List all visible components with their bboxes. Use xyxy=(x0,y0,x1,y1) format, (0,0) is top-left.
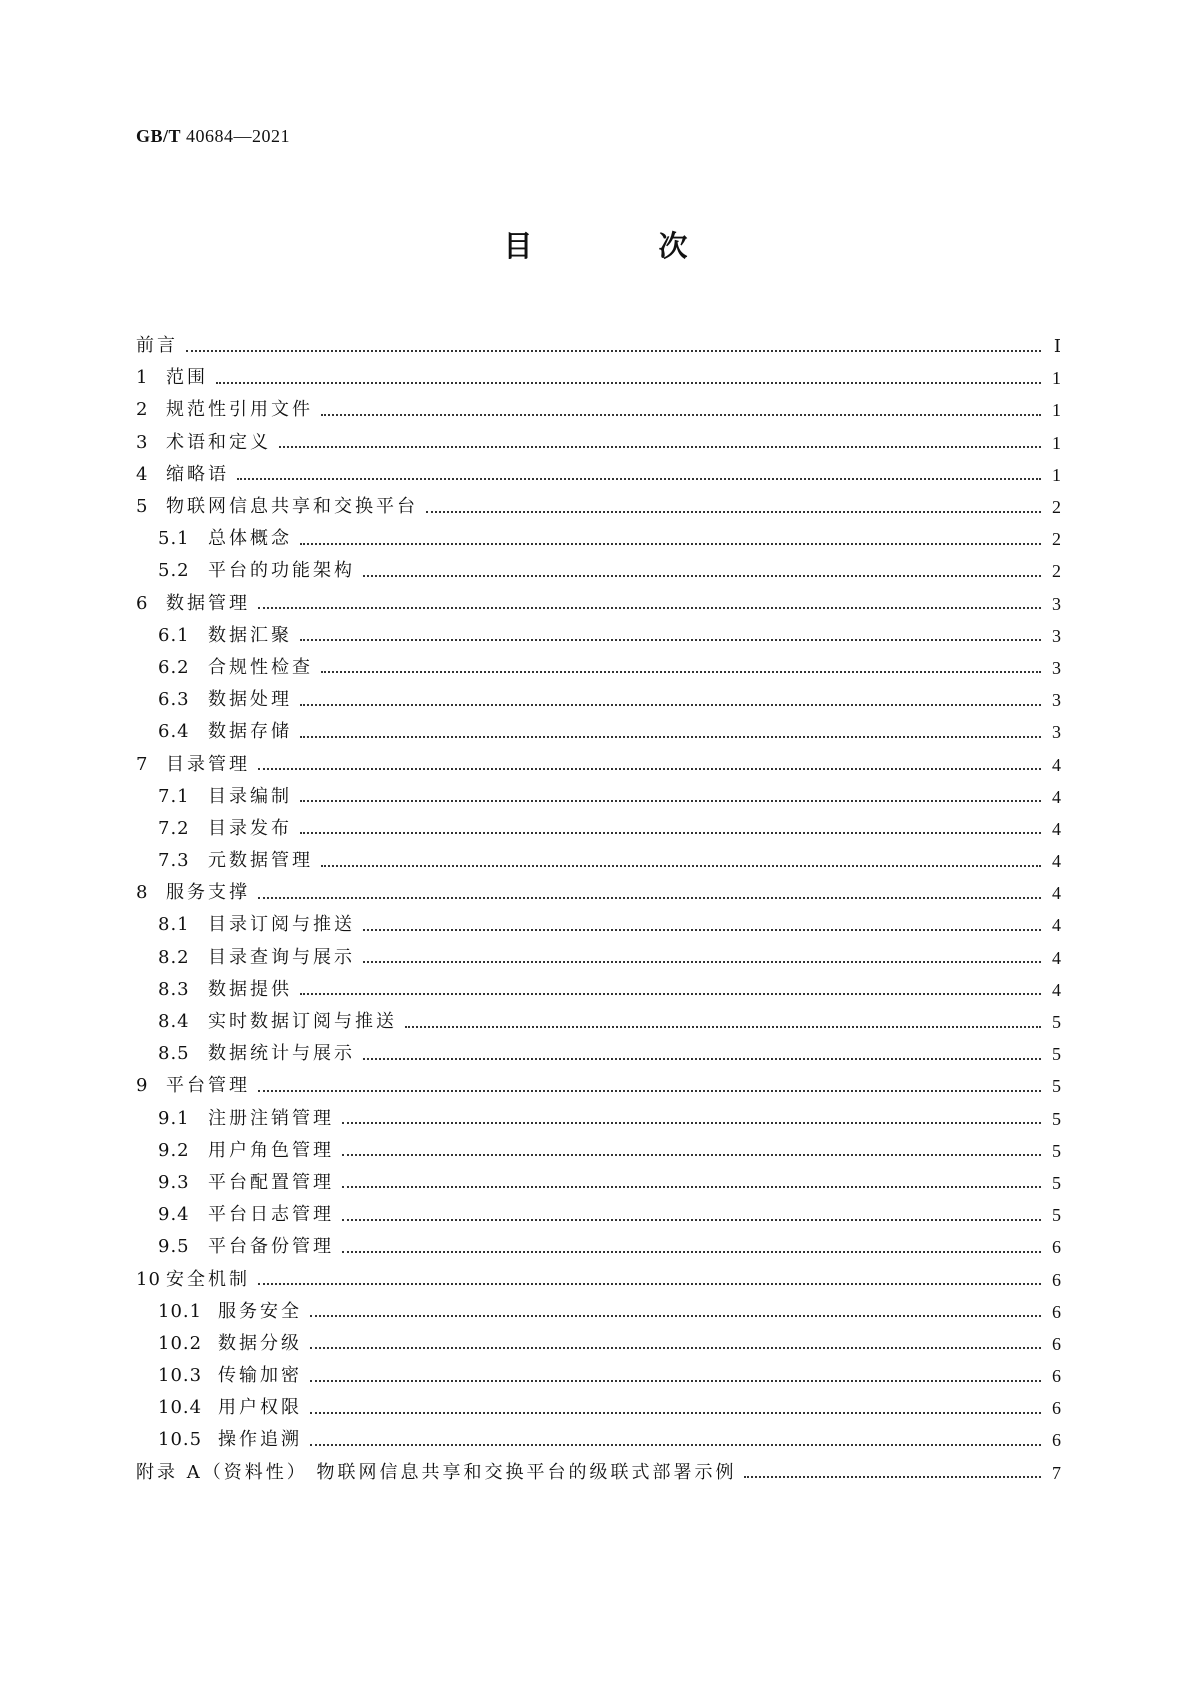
toc-entry-label: 数据统计与展示 xyxy=(208,1043,355,1065)
toc-dot-leader xyxy=(258,606,1041,609)
toc-entry-page: 3 xyxy=(1052,657,1061,678)
toc-entry-number: 7.3 xyxy=(158,850,190,872)
toc-entry-label: 附录 A（资料性） 物联网信息共享和交换平台的级联式部署示例 xyxy=(136,1461,737,1483)
toc-dot-leader xyxy=(310,1346,1041,1349)
toc-entry[interactable] xyxy=(136,877,1061,909)
toc-entry[interactable] xyxy=(136,427,1061,459)
toc-entry[interactable] xyxy=(136,1103,1061,1135)
toc-entry-number: 9.3 xyxy=(158,1171,190,1193)
toc-dot-leader xyxy=(300,703,1041,706)
toc-entry[interactable] xyxy=(136,1263,1061,1295)
toc-entry[interactable] xyxy=(136,620,1061,652)
toc-entry-number: 2 xyxy=(136,399,149,421)
page-title: 目 次 xyxy=(503,229,746,263)
toc-entry-number: 8.5 xyxy=(158,1043,190,1065)
toc-entry-page: 3 xyxy=(1052,625,1061,646)
toc-entry-page: 2 xyxy=(1052,561,1061,582)
toc-entry-label: 平台配置管理 xyxy=(208,1171,334,1193)
toc-dot-leader xyxy=(300,542,1041,545)
toc-entry-label: 服务支撑 xyxy=(166,882,250,904)
toc-entry-number: 10.3 xyxy=(158,1365,203,1387)
toc-entry-number: 9.4 xyxy=(158,1204,190,1226)
toc-entry[interactable] xyxy=(136,716,1061,748)
toc-entry-label: 规范性引用文件 xyxy=(166,399,313,421)
toc-dot-leader xyxy=(310,1411,1041,1414)
toc-dot-leader xyxy=(258,767,1041,770)
toc-entry[interactable] xyxy=(136,1457,1061,1489)
toc-entry-number: 9.5 xyxy=(158,1236,190,1258)
toc-dot-leader xyxy=(363,928,1041,931)
toc-entry-number: 6.1 xyxy=(158,624,190,646)
toc-entry-label: 数据分级 xyxy=(218,1332,302,1354)
toc-entry-label: 数据提供 xyxy=(208,978,292,1000)
standard-code xyxy=(136,126,290,147)
toc-entry-page: 5 xyxy=(1052,1012,1061,1033)
toc-dot-leader xyxy=(744,1475,1041,1478)
toc-entry-number: 8.4 xyxy=(158,1011,190,1033)
toc-dot-leader xyxy=(300,799,1041,802)
toc-entry-label: 数据汇聚 xyxy=(208,624,292,646)
toc-dot-leader xyxy=(300,831,1041,834)
toc-entry-page: 4 xyxy=(1052,915,1061,936)
toc-entry-number: 1 xyxy=(136,367,149,389)
toc-entry-number: 6.3 xyxy=(158,689,190,711)
toc-dot-leader xyxy=(279,445,1041,448)
toc-entry[interactable] xyxy=(136,459,1061,491)
toc-entry[interactable] xyxy=(136,1006,1061,1038)
toc-entry-page: 4 xyxy=(1052,818,1061,839)
toc-entry-page: 2 xyxy=(1052,497,1061,518)
toc-entry-page: 6 xyxy=(1052,1430,1061,1451)
toc-dot-leader xyxy=(258,1089,1041,1092)
toc-entry-label: 用户角色管理 xyxy=(208,1139,334,1161)
toc-entry-page: 4 xyxy=(1052,786,1061,807)
toc-dot-leader xyxy=(186,349,1041,352)
toc-entry-page: 5 xyxy=(1052,1108,1061,1129)
toc-entry-number: 7.1 xyxy=(158,785,190,807)
toc-entry-number: 3 xyxy=(136,431,149,453)
toc-entry-label: 操作追溯 xyxy=(218,1429,302,1451)
toc-entry[interactable] xyxy=(136,1135,1061,1167)
toc-entry-page: 6 xyxy=(1052,1333,1061,1354)
toc-dot-leader xyxy=(310,1379,1041,1382)
toc-entry-page: 6 xyxy=(1052,1398,1061,1419)
toc-entry-number: 4 xyxy=(136,463,149,485)
toc-dot-leader xyxy=(300,638,1041,641)
toc-dot-leader xyxy=(237,477,1041,480)
toc-entry-number: 10.1 xyxy=(158,1300,203,1322)
toc-entry-number: 9.1 xyxy=(158,1107,190,1129)
toc-entry-number: 10.5 xyxy=(158,1429,203,1451)
toc-entry-page: 6 xyxy=(1052,1269,1061,1290)
toc-entry-number: 8.2 xyxy=(158,946,190,968)
toc-entry-label: 安全机制 xyxy=(166,1268,250,1290)
toc-dot-leader xyxy=(321,864,1041,867)
toc-entry[interactable] xyxy=(136,845,1061,877)
toc-entry-number: 9 xyxy=(136,1075,149,1097)
toc-entry-number: 9.2 xyxy=(158,1139,190,1161)
toc-dot-leader xyxy=(310,1314,1041,1317)
table-of-contents xyxy=(136,330,1061,1489)
toc-dot-leader xyxy=(342,1250,1041,1253)
toc-dot-leader xyxy=(321,670,1041,673)
toc-entry[interactable] xyxy=(136,748,1061,780)
toc-dot-leader xyxy=(300,735,1041,738)
toc-entry-page: 4 xyxy=(1052,947,1061,968)
toc-entry-page: 4 xyxy=(1052,979,1061,1000)
toc-dot-leader xyxy=(321,413,1041,416)
toc-entry-number: 8 xyxy=(136,882,149,904)
toc-entry[interactable] xyxy=(136,1360,1061,1392)
toc-entry[interactable] xyxy=(136,362,1061,394)
toc-entry-page: 3 xyxy=(1052,593,1061,614)
toc-dot-leader xyxy=(405,1025,1041,1028)
toc-dot-leader xyxy=(363,1057,1041,1060)
toc-entry-page: 4 xyxy=(1052,754,1061,775)
toc-entry-number: 10.2 xyxy=(158,1332,203,1354)
toc-entry-label: 合规性检查 xyxy=(208,656,313,678)
toc-entry-page: 5 xyxy=(1052,1205,1061,1226)
toc-entry-label: 目录管理 xyxy=(166,753,250,775)
toc-entry[interactable] xyxy=(136,555,1061,587)
toc-dot-leader xyxy=(310,1443,1041,1446)
toc-entry[interactable] xyxy=(136,1167,1061,1199)
toc-entry-label: 术语和定义 xyxy=(166,431,271,453)
toc-entry-label: 缩略语 xyxy=(166,463,229,485)
toc-entry-page: 7 xyxy=(1052,1462,1061,1483)
toc-dot-leader xyxy=(363,574,1041,577)
toc-entry-label: 范围 xyxy=(166,367,208,389)
toc-entry-label: 数据处理 xyxy=(208,689,292,711)
toc-entry-page: 1 xyxy=(1052,432,1061,453)
toc-entry-page: 4 xyxy=(1052,883,1061,904)
toc-entry[interactable] xyxy=(136,1231,1061,1263)
toc-entry-label: 目录发布 xyxy=(208,817,292,839)
toc-entry-label: 平台日志管理 xyxy=(208,1204,334,1226)
toc-dot-leader xyxy=(342,1153,1041,1156)
toc-entry-page: 4 xyxy=(1052,851,1061,872)
toc-entry-number: 8.3 xyxy=(158,978,190,1000)
toc-entry-label: 元数据管理 xyxy=(208,850,313,872)
toc-entry-number: 5.1 xyxy=(158,528,190,550)
toc-entry-page: 3 xyxy=(1052,690,1061,711)
toc-entry[interactable] xyxy=(136,1392,1061,1424)
toc-entry[interactable] xyxy=(136,394,1061,426)
toc-entry-number: 10 xyxy=(136,1268,161,1290)
toc-dot-leader xyxy=(363,960,1041,963)
standard-prefix: GB/T xyxy=(136,126,182,146)
toc-entry[interactable] xyxy=(136,684,1061,716)
toc-entry[interactable] xyxy=(136,974,1061,1006)
toc-entry-label: 实时数据订阅与推送 xyxy=(208,1011,397,1033)
toc-dot-leader xyxy=(216,381,1041,384)
toc-entry-label: 用户权限 xyxy=(218,1397,302,1419)
toc-entry-page: 1 xyxy=(1052,464,1061,485)
toc-entry-label: 平台的功能架构 xyxy=(208,560,355,582)
toc-entry-page: 3 xyxy=(1052,722,1061,743)
toc-entry-page: 1 xyxy=(1052,400,1061,421)
toc-entry-label: 目录订阅与推送 xyxy=(208,914,355,936)
toc-entry-page: 6 xyxy=(1052,1366,1061,1387)
toc-entry-page: 5 xyxy=(1052,1140,1061,1161)
toc-entry[interactable] xyxy=(136,781,1061,813)
toc-entry-label: 注册注销管理 xyxy=(208,1107,334,1129)
toc-entry[interactable] xyxy=(136,942,1061,974)
toc-dot-leader xyxy=(300,992,1041,995)
toc-entry[interactable] xyxy=(136,1070,1061,1102)
toc-entry-label: 前言 xyxy=(136,335,178,357)
toc-entry-label: 平台管理 xyxy=(166,1075,250,1097)
toc-entry-page: 5 xyxy=(1052,1044,1061,1065)
toc-entry[interactable] xyxy=(136,1424,1061,1456)
toc-entry-number: 7 xyxy=(136,753,149,775)
toc-entry[interactable] xyxy=(136,1328,1061,1360)
toc-entry-number: 8.1 xyxy=(158,914,190,936)
toc-entry-number: 6 xyxy=(136,592,149,614)
toc-dot-leader xyxy=(342,1218,1041,1221)
toc-entry[interactable] xyxy=(136,588,1061,620)
toc-entry[interactable] xyxy=(136,491,1061,523)
toc-entry-page: 5 xyxy=(1052,1172,1061,1193)
toc-entry-page: 6 xyxy=(1052,1237,1061,1258)
toc-entry-label: 目录查询与展示 xyxy=(208,946,355,968)
toc-dot-leader xyxy=(342,1185,1041,1188)
toc-entry-page: 5 xyxy=(1052,1076,1061,1097)
toc-entry[interactable] xyxy=(136,909,1061,941)
toc-entry-page: 2 xyxy=(1052,529,1061,550)
toc-entry-label: 数据管理 xyxy=(166,592,250,614)
toc-entry[interactable] xyxy=(136,1296,1061,1328)
toc-entry[interactable] xyxy=(136,1199,1061,1231)
toc-dot-leader xyxy=(258,896,1041,899)
toc-dot-leader xyxy=(426,510,1041,513)
toc-entry[interactable] xyxy=(136,1038,1061,1070)
toc-entry[interactable] xyxy=(136,523,1061,555)
toc-entry-label: 平台备份管理 xyxy=(208,1236,334,1258)
toc-entry-label: 服务安全 xyxy=(218,1300,302,1322)
toc-entry[interactable] xyxy=(136,652,1061,684)
toc-entry-number: 7.2 xyxy=(158,817,190,839)
toc-entry-number: 5.2 xyxy=(158,560,190,582)
toc-entry-label: 物联网信息共享和交换平台 xyxy=(166,496,418,518)
toc-entry-number: 6.4 xyxy=(158,721,190,743)
toc-entry-number: 5 xyxy=(136,496,149,518)
toc-dot-leader xyxy=(342,1121,1041,1124)
standard-number: 40684—2021 xyxy=(186,126,291,146)
toc-entry-number: 10.4 xyxy=(158,1397,203,1419)
toc-entry-page: Ⅰ xyxy=(1053,336,1061,357)
toc-entry-label: 总体概念 xyxy=(208,528,292,550)
toc-entry-label: 传输加密 xyxy=(218,1365,302,1387)
toc-entry-label: 数据存储 xyxy=(208,721,292,743)
toc-dot-leader xyxy=(258,1282,1041,1285)
toc-entry[interactable] xyxy=(136,330,1061,362)
toc-entry-page: 6 xyxy=(1052,1301,1061,1322)
toc-entry-label: 目录编制 xyxy=(208,785,292,807)
toc-entry[interactable] xyxy=(136,813,1061,845)
toc-entry-number: 6.2 xyxy=(158,656,190,678)
toc-entry-page: 1 xyxy=(1052,368,1061,389)
